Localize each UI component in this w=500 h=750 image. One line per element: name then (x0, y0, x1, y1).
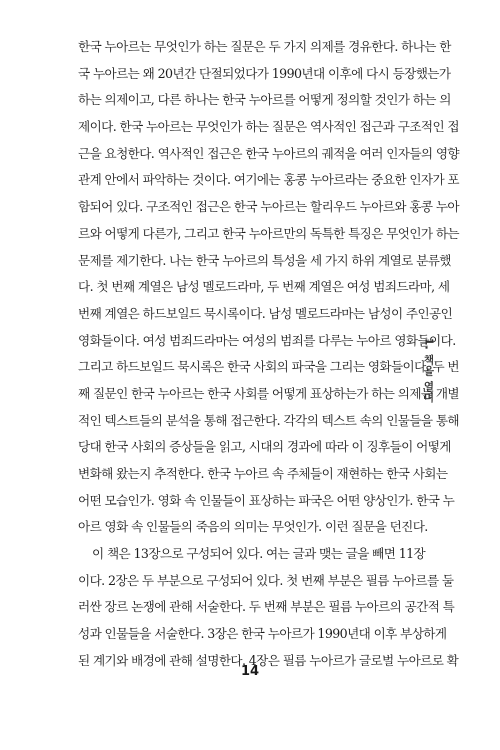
text-line: 아르 영화 속 인물들의 죽음의 의미는 무엇인가. 이런 질문을 던진다. (78, 519, 428, 535)
text-line: 문제를 제기한다. 나는 한국 누아르의 특성을 세 가지 하위 계열로 분류했 (78, 252, 451, 268)
text-line: 함되어 있다. 구조적인 접근은 한국 누아르는 할리우드 누아르와 홍콩 누아 (78, 199, 459, 215)
text-line: 어떤 모습인가. 영화 속 인물들이 표상하는 파국은 어떤 양상인가. 한국 누 (78, 492, 455, 508)
text-line: 성과 인물들을 서술한다. 3장은 한국 누아르가 1990년대 이후 부상하게 (78, 626, 447, 642)
text-line: 변화해 왔는지 추적한다. 한국 누아르 속 주체들이 재현하는 한국 사회는 (78, 466, 448, 481)
text-line: 그리고 하드보일드 묵시록은 한국 사회의 파국을 그리는 영화들이다. 두 번 (78, 359, 459, 375)
paragraph-2 (78, 541, 459, 674)
text-line: 하는 의제이고, 다른 하나는 한국 누아르를 어떻게 정의할 것인가 하는 의 (78, 92, 451, 108)
text-line: 영화들이다. 여성 범죄드라마는 여성의 범죄를 다루는 누아르 영화들이다. (78, 332, 456, 348)
text-line: 당대 한국 사회의 증상들을 읽고, 시대의 경과에 따라 이 징후들이 어떻게 (78, 439, 451, 455)
text-line: 관계 안에서 파악하는 것이다. 여기에는 홍콩 누아르라는 중요한 인자가 포 (78, 172, 459, 188)
text-line: 르와 어떻게 다른가, 그리고 한국 누아르만의 독특한 특징은 무엇인가 하는 (78, 225, 459, 241)
running-head-text: 1. 책을 열며 (422, 337, 435, 403)
text-line: 제이다. 한국 누아르는 무엇인가 하는 질문은 역사적인 접근과 구조적인 접 (78, 119, 459, 135)
text-line: 된 계기와 배경에 관해 설명한다. 4장은 필름 누아르가 글로벌 누아르로 확 (78, 652, 459, 668)
text-line: 째 질문인 한국 누아르는 한국 사회를 어떻게 표상하는가 하는 의제는 개별 (78, 385, 459, 401)
text-line: 근을 요청한다. 역사적인 접근은 한국 누아르의 궤적을 여러 인자들의 영향 (78, 145, 459, 161)
text-line: 한국 누아르는 무엇인가 하는 질문은 두 가지 의제를 경유한다. 하나는 한 (78, 39, 451, 54)
text-line: 적인 텍스트들의 분석을 통해 접근한다. 각각의 텍스트 속의 인물들을 통해 (78, 412, 459, 428)
text-line: 국 누아르는 왜 20년간 단절되었다가 1990년대 이후에 다시 등장했는가 (78, 65, 451, 81)
text-line: 러싼 장르 논쟁에 관해 서술한다. 두 번째 부분은 필름 누아르의 공간적 특 (78, 599, 455, 615)
text-line: 번째 계열은 하드보일드 묵시록이다. 남성 멜로드라마는 남성이 주인공인 (78, 305, 453, 321)
text-line: 이다. 2장은 두 부분으로 구성되어 있다. 첫 번째 부분은 필름 누아르를 둘 (78, 572, 454, 588)
text-line: 이 책은 13장으로 구성되어 있다. 여는 글과 맺는 글을 빼면 11장 (92, 546, 426, 562)
running-head (418, 300, 440, 440)
page-number: 14 (240, 664, 260, 679)
text-line: 다. 첫 번째 계열은 남성 멜로드라마, 두 번째 계열은 여성 범죄드라마, 세 (78, 279, 450, 295)
